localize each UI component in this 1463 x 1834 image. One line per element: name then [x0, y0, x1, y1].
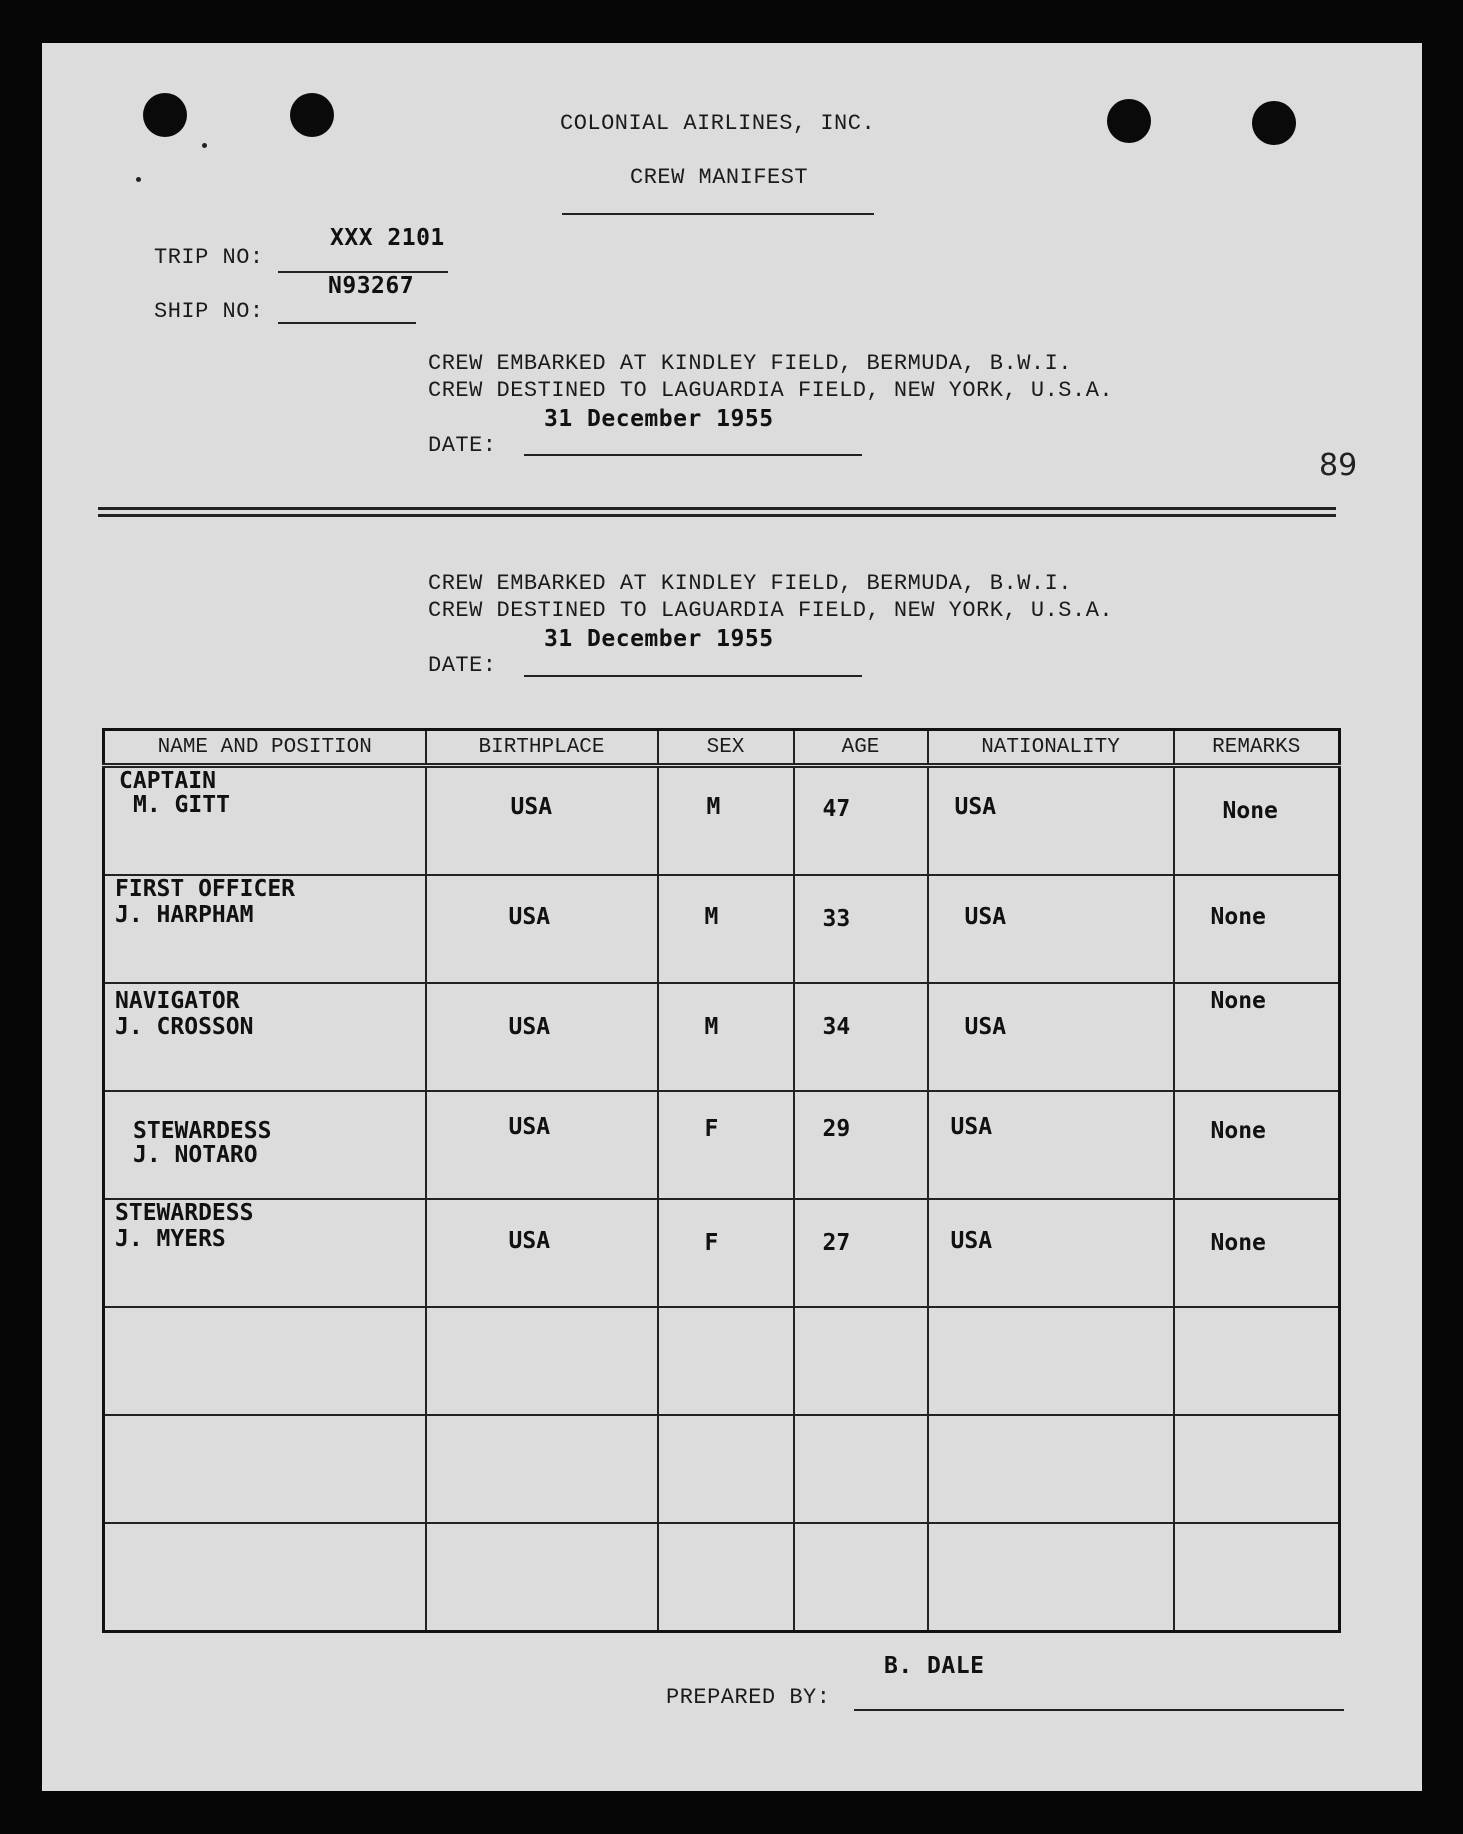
- paper-speck: [136, 177, 141, 182]
- age-value: 34: [822, 1013, 851, 1040]
- birthplace-value: USA: [508, 1227, 551, 1254]
- table-row-empty: [104, 1523, 1340, 1632]
- sex-value: F: [704, 1115, 719, 1142]
- date-label-top: DATE:: [428, 433, 497, 458]
- cell-sex: [658, 766, 794, 876]
- company-name: COLONIAL AIRLINES, INC.: [560, 111, 876, 136]
- empty-cell: [1174, 1523, 1340, 1632]
- sex-value: M: [704, 904, 719, 930]
- crew-name: J. MYERS: [115, 1225, 226, 1252]
- cell-age: [794, 1199, 928, 1307]
- sex-value: M: [706, 794, 721, 820]
- column-header-sex: SEX: [658, 730, 794, 766]
- birthplace-value: USA: [508, 1113, 551, 1140]
- table-row: [104, 1199, 1340, 1307]
- cell-birthplace: [426, 1199, 658, 1307]
- cell-nationality: [928, 1091, 1174, 1199]
- cell-age: [794, 766, 928, 876]
- empty-cell: [928, 1523, 1174, 1632]
- empty-cell: [104, 1415, 426, 1523]
- cell-remarks: [1174, 1091, 1340, 1199]
- sex-value: M: [704, 1013, 719, 1040]
- cell-age: [794, 875, 928, 983]
- date-value-top: 31 December 1955: [544, 406, 774, 432]
- empty-cell: [1174, 1415, 1340, 1523]
- table-row: [104, 1091, 1340, 1199]
- cell-name-position: [104, 766, 426, 876]
- date-underline-top: [524, 454, 862, 456]
- remarks-value: None: [1210, 987, 1266, 1014]
- punch-hole: [290, 93, 334, 137]
- cell-sex: [658, 1199, 794, 1307]
- crew-position: STEWARDESS: [115, 1199, 254, 1226]
- crew-table: [102, 728, 1341, 1633]
- cell-remarks: [1174, 875, 1340, 983]
- cell-nationality: [928, 1199, 1174, 1307]
- empty-cell: [104, 1307, 426, 1415]
- table-row: [104, 766, 1340, 876]
- punch-hole: [143, 93, 187, 137]
- age-value: 47: [822, 796, 851, 822]
- paper-speck: [202, 143, 207, 148]
- sex-value: F: [704, 1229, 719, 1256]
- cell-name-position: [104, 1199, 426, 1307]
- table-row-empty: [104, 1415, 1340, 1523]
- cell-nationality: [928, 875, 1174, 983]
- date-underline-bottom: [524, 675, 862, 677]
- table-row-empty: [104, 1307, 1340, 1415]
- column-header-age: AGE: [794, 730, 928, 766]
- empty-cell: [426, 1523, 658, 1632]
- trip-no-value: XXX 2101: [330, 225, 445, 251]
- cell-nationality: [928, 766, 1174, 876]
- cell-age: [794, 983, 928, 1091]
- age-value: 33: [822, 906, 851, 932]
- column-header-birthplace: BIRTHPLACE: [426, 730, 658, 766]
- cell-birthplace: [426, 766, 658, 876]
- prepared-by-value: B. DALE: [884, 1653, 985, 1679]
- punch-hole: [1252, 101, 1296, 145]
- nationality-value: USA: [964, 904, 1007, 930]
- table-header-row: [104, 730, 1340, 766]
- crew-position: FIRST OFFICER: [115, 876, 296, 902]
- table-row: [104, 983, 1340, 1091]
- cell-birthplace: [426, 875, 658, 983]
- cell-birthplace: [426, 983, 658, 1091]
- empty-cell: [794, 1523, 928, 1632]
- ship-no-value: N93267: [328, 273, 415, 299]
- form-title: CREW MANIFEST: [630, 165, 809, 190]
- cell-name-position: [104, 983, 426, 1091]
- date-label-bottom: DATE:: [428, 653, 497, 678]
- destined-line-bottom: CREW DESTINED TO LAGUARDIA FIELD, NEW YORK, U.S.A.: [428, 598, 1114, 623]
- cell-age: [794, 1091, 928, 1199]
- empty-cell: [658, 1415, 794, 1523]
- crew-name: J. NOTARO: [133, 1141, 258, 1168]
- cell-name-position: [104, 875, 426, 983]
- cell-sex: [658, 875, 794, 983]
- section-divider: [98, 514, 1336, 517]
- prepared-by-underline: [854, 1709, 1344, 1711]
- remarks-value: None: [1210, 1229, 1266, 1256]
- crew-name: J. HARPHAM: [115, 902, 254, 928]
- empty-cell: [928, 1415, 1174, 1523]
- section-divider: [98, 507, 1336, 510]
- title-underline: [562, 213, 874, 215]
- empty-cell: [794, 1415, 928, 1523]
- cell-birthplace: [426, 1091, 658, 1199]
- age-value: 27: [822, 1229, 851, 1256]
- trip-no-label: TRIP NO:: [154, 245, 264, 270]
- column-header-nationality: NATIONALITY: [928, 730, 1174, 766]
- empty-cell: [658, 1523, 794, 1632]
- empty-cell: [794, 1307, 928, 1415]
- cell-sex: [658, 1091, 794, 1199]
- remarks-value: None: [1210, 1117, 1266, 1144]
- crew-name: M. GITT: [133, 792, 230, 818]
- table-row: [104, 875, 1340, 983]
- remarks-value: None: [1222, 798, 1278, 824]
- empty-cell: [928, 1307, 1174, 1415]
- cell-remarks: [1174, 983, 1340, 1091]
- page-number: 89: [1319, 448, 1358, 483]
- cell-name-position: [104, 1091, 426, 1199]
- crew-name: J. CROSSON: [115, 1013, 254, 1040]
- punch-hole: [1107, 99, 1151, 143]
- crew-position: STEWARDESS: [133, 1117, 272, 1144]
- age-value: 29: [822, 1115, 851, 1142]
- birthplace-value: USA: [508, 1013, 551, 1040]
- birthplace-value: USA: [508, 904, 551, 930]
- destined-line-top: CREW DESTINED TO LAGUARDIA FIELD, NEW YORK, U.S.A.: [428, 378, 1114, 403]
- ship-no-underline: [278, 322, 416, 324]
- column-header-remarks: REMARKS: [1174, 730, 1340, 766]
- crew-position: CAPTAIN: [119, 768, 216, 794]
- remarks-value: None: [1210, 904, 1266, 930]
- empty-cell: [426, 1415, 658, 1523]
- cell-sex: [658, 983, 794, 1091]
- prepared-by-label: PREPARED BY:: [666, 1685, 831, 1710]
- cell-remarks: [1174, 766, 1340, 876]
- empty-cell: [658, 1307, 794, 1415]
- nationality-value: USA: [964, 1013, 1007, 1040]
- nationality-value: USA: [954, 794, 997, 820]
- ship-no-label: SHIP NO:: [154, 299, 264, 324]
- cell-remarks: [1174, 1199, 1340, 1307]
- column-header-name: NAME AND POSITION: [104, 730, 426, 766]
- date-value-bottom: 31 December 1955: [544, 626, 774, 652]
- crew-position: NAVIGATOR: [115, 987, 240, 1014]
- embarked-line-top: CREW EMBARKED AT KINDLEY FIELD, BERMUDA, B.W.I.: [428, 351, 1073, 376]
- birthplace-value: USA: [510, 794, 553, 820]
- cell-nationality: [928, 983, 1174, 1091]
- empty-cell: [1174, 1307, 1340, 1415]
- embarked-line-bottom: CREW EMBARKED AT KINDLEY FIELD, BERMUDA, B.W.I.: [428, 571, 1073, 596]
- nationality-value: USA: [950, 1113, 993, 1140]
- empty-cell: [104, 1523, 426, 1632]
- nationality-value: USA: [950, 1227, 993, 1254]
- empty-cell: [426, 1307, 658, 1415]
